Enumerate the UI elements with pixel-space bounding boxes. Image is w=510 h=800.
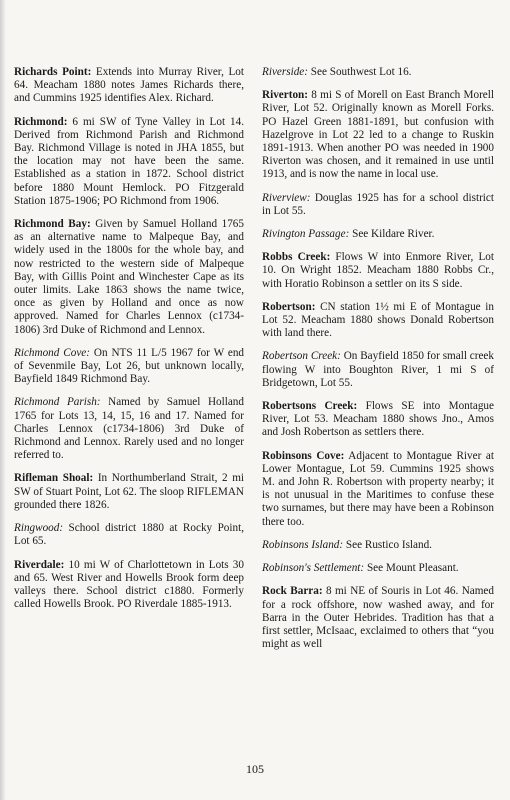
- entry-head: Richmond Parish:: [14, 396, 101, 409]
- entry-riverton: [262, 89, 494, 181]
- entry-riverside: [262, 66, 494, 79]
- entry-rifleman-shoal: [14, 472, 244, 512]
- right-column: [262, 66, 494, 661]
- entry-body: Extends into Murray River, Lot 64. Meacham 1880 notes James Richards there, and Cummins 1925 identifies Alex. Richard.: [14, 66, 244, 105]
- entry-head: Robinsons Island:: [262, 538, 344, 551]
- entry-body: Given by Samuel Holland 1765 as an alternative name to Malpeque Bay, and widely used in the 1800s for the whole bay, and now restricted to the western side of Malpeque Bay, with Gillis Point and Winchester Cape as its outer limits. Lake 1863 shows the name twice, once as given by Holland and once as now approved. Named for Charles Lennox (c1734-1806) 3rd Duke of Richmond and Lennox.: [14, 218, 244, 336]
- entry-richmond-cove: [14, 347, 244, 387]
- entry-head: Richards Point:: [14, 66, 92, 78]
- entry-body: Flows W into Enmore River, Lot 10. On Wright 1852. Meacham 1880 Robbs Cr., with Horatio Robinson a settler on its S side.: [262, 251, 494, 290]
- entry-head: Richmond:: [14, 115, 68, 128]
- entry-body: In Northumberland Strait, 2 mi SW of Stuart Point, Lot 62. The sloop RIFLEMAN grounded there 1826.: [14, 472, 245, 511]
- entry-head: Riverview:: [262, 191, 311, 204]
- entry-robinsons-island: [262, 539, 494, 552]
- entry-richards-point: [14, 66, 244, 106]
- entry-body: CN station 1½ mi E of Montague in Lot 52. Meacham 1880 shows Donald Robertson with land there.: [262, 300, 494, 340]
- entry-head: Rock Barra:: [262, 585, 323, 598]
- entry-body: See Mount Pleasant.: [364, 562, 459, 575]
- entry-head: Richmond Cove:: [14, 346, 90, 359]
- entry-body: See Kildare River.: [349, 228, 435, 241]
- scan-edge-shadow: [0, 0, 6, 800]
- entry-head: Rivington Passage:: [262, 228, 350, 241]
- entry-robertsons-creek: [262, 400, 494, 440]
- entry-robertson-creek: [262, 350, 494, 390]
- entry-body: See Rustico Island.: [343, 538, 432, 551]
- page-number: 105: [246, 762, 264, 776]
- entry-body: 8 mi S of Morell on East Branch Morell River, Lot 52. Originally known as Morell Forks. PO Hazel Green 1881-1891, but confusion with Hazelgrove in Lot 22 led to a change to Ruskin 1891-1913. When another PO was needed in 1900 Riverton was chosen, and it remained in use until 1913, and is now the name in local use.: [262, 89, 494, 181]
- entry-body: Named by Samuel Holland 1765 for Lots 13, 14, 15, 16 and 17. Named for Charles Lennox (c1734-1806) 3rd Duke of Richmond and Lennox. Rarely used and no longer referred to.: [14, 396, 244, 462]
- left-column: [14, 66, 244, 621]
- entry-head: Robinsons Cove:: [262, 449, 345, 462]
- entry-body: Adjacent to Montague River at Lower Montague, Lot 59. Cummins 1925 shows M. and John R. Robertson with property nearby; it is not unusual in the Maritimes to confuse these two surnames, but there may have been a Robinson there too.: [262, 449, 494, 528]
- entry-body: On Bayfield 1850 for small creek flowing W into Boughton River, 1 mi S of Bridgetown, Lot 55.: [262, 350, 494, 389]
- entry-robbs-creek: [262, 251, 494, 291]
- entry-head: Robertson:: [262, 300, 316, 313]
- entry-body: See Southwest Lot 16.: [307, 66, 412, 78]
- entry-riverview: [262, 192, 494, 218]
- entry-body: School district 1880 at Rocky Point, Lot 65.: [14, 522, 244, 548]
- entry-robertson: [262, 301, 494, 341]
- entry-head: Robinson's Settlement:: [262, 562, 365, 575]
- entry-head: Ringwood:: [14, 522, 64, 535]
- entry-head: Riverside:: [262, 66, 308, 78]
- entry-robinsons-cove: [262, 450, 494, 529]
- entry-rivington-passage: [262, 228, 494, 241]
- entry-head: Riverdale:: [14, 558, 65, 571]
- entry-body: Flows SE into Montague River, Lot 53. Meacham 1880 shows Jno., Amos and Josh Robertson as settlers there.: [262, 400, 494, 439]
- entry-richmond-bay: [14, 218, 244, 337]
- entry-body: Douglas 1925 has for a school district in Lot 55.: [262, 191, 494, 217]
- entry-richmond: [14, 116, 244, 208]
- entry-body: 10 mi W of Charlottetown in Lots 30 and 65. West River and Howells Brook form deep valleys there. School district c1880. Formerly called Howells Brook. PO Riverdale 1885-1913.: [14, 558, 244, 611]
- entry-body: 8 mi NE of Souris in Lot 46. Named for a rock offshore, now washed away, and for Barra in the Outer Hebrides. Tradition has that a first settler, McIsaac, exclaimed to others that “you might as well: [262, 585, 494, 651]
- entry-riverdale: [14, 559, 244, 612]
- entry-head: Richmond Bay:: [14, 218, 91, 231]
- entry-head: Robertsons Creek:: [262, 400, 358, 413]
- entry-rock-barra: [262, 585, 494, 651]
- entry-body: On NTS 11 L/5 1967 for W end of Sevenmile Bay, Lot 26, but unknown locally, Bayfield 1849 Richmond Bay.: [14, 346, 245, 386]
- entry-head: Robertson Creek:: [262, 350, 341, 363]
- entry-head: Rifleman Shoal:: [14, 472, 94, 485]
- entry-robinsons-settlement: [262, 562, 494, 575]
- entry-richmond-parish: [14, 396, 244, 462]
- entry-ringwood: [14, 522, 244, 548]
- entry-body: 6 mi SW of Tyne Valley in Lot 14. Derived from Richmond Parish and Richmond Bay. Richmond Village is noted in JHA 1855, but the location may not have been the same. Established as a station in 1872. School district before 1880 Mount Hemlock. PO Fitzgerald Station 1875-1906; PO Richmond from 1906.: [14, 115, 244, 207]
- entry-head: Riverton:: [262, 89, 308, 102]
- entry-head: Robbs Creek:: [262, 251, 331, 264]
